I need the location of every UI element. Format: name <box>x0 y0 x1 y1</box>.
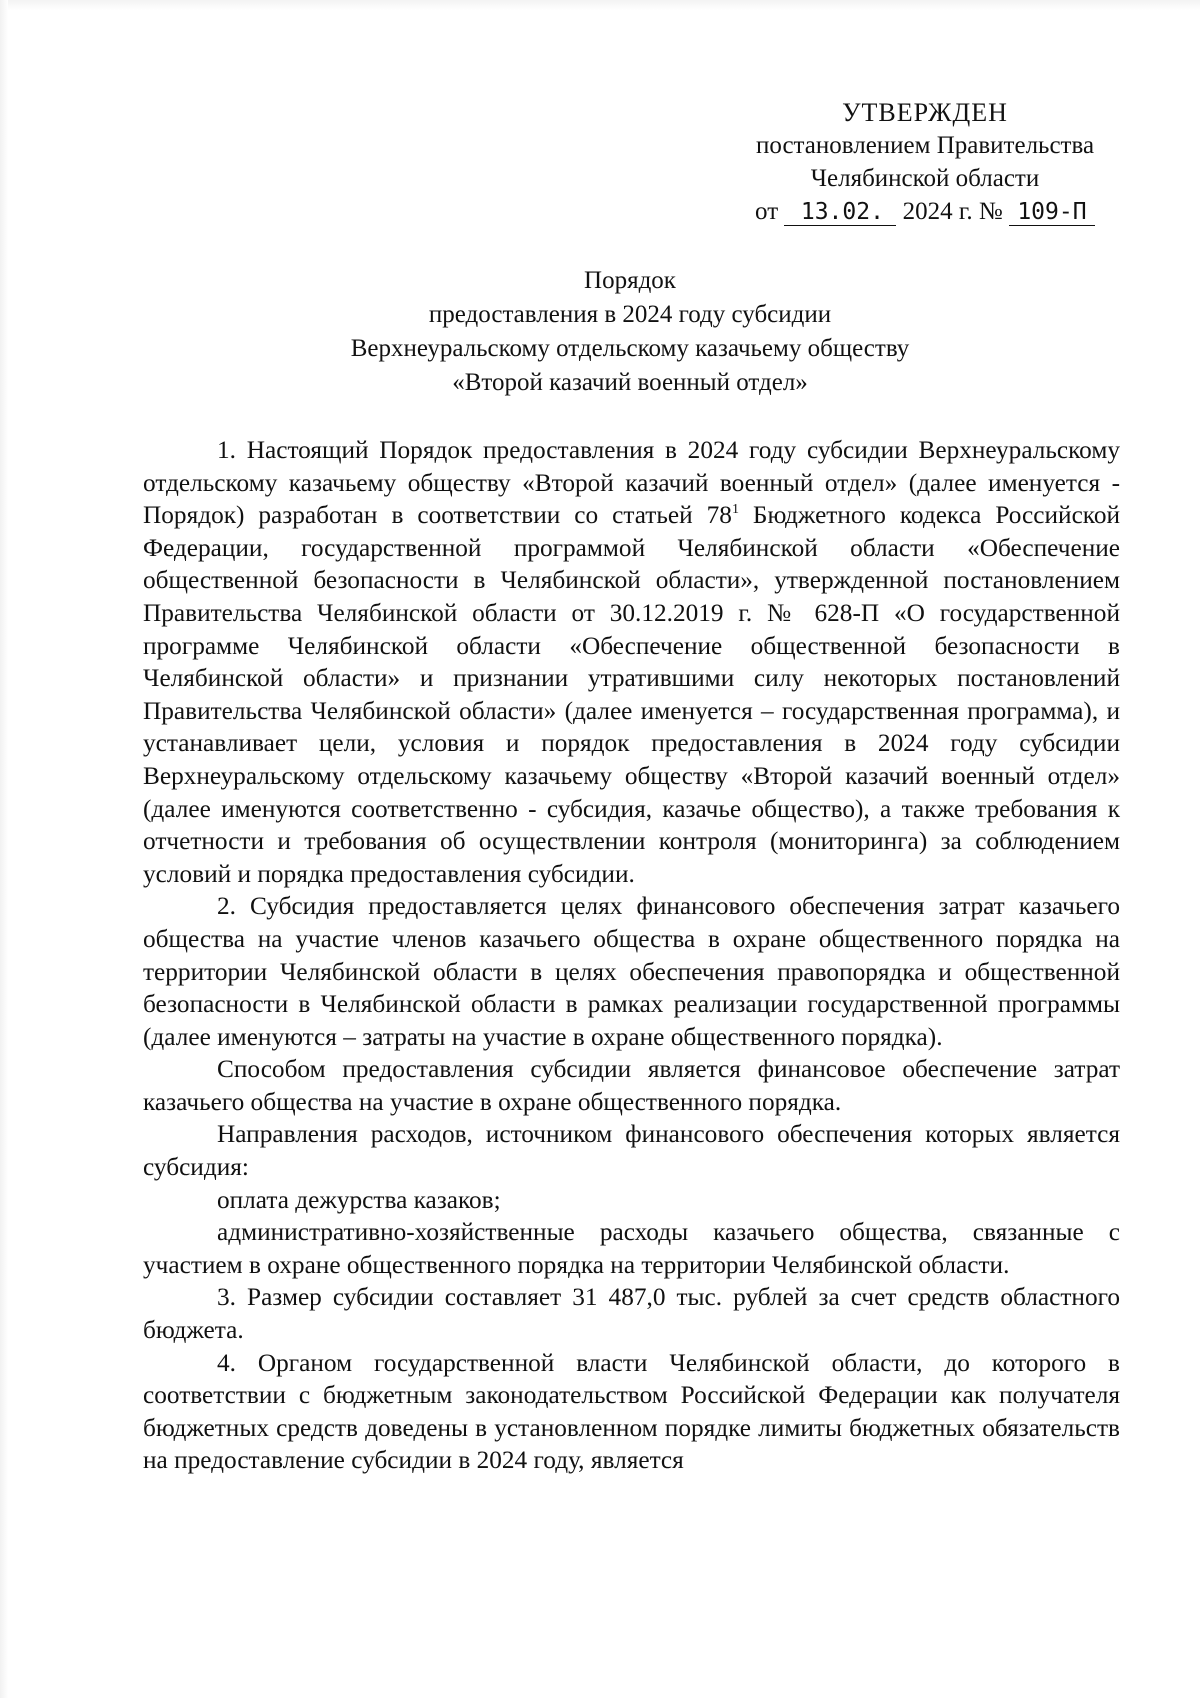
paragraph-4: Направления расходов, источником финансового обеспечения которых является субсидия: <box>143 1120 1120 1182</box>
approval-heading: УТВЕРЖДЕН <box>842 98 1008 127</box>
document-body <box>143 434 1120 1477</box>
paragraph-2: 2. Субсидия предоставляется целях финансового обеспечения затрат казачьего общества на участие членов казачьего общества в охране общественного порядка на территории Челябинской области в целях обеспечения правопорядка и общественной безопасности в Челябинской области в рамках реализации государственной программы (далее именуются – затраты на участие в охране общественного порядка). <box>143 892 1120 1051</box>
paragraph-1-part-a: 1. Настоящий Порядок предоставления в 2024 году субсидии Верхнеуральскому отдельскому казачьему обществу «Второй казачий военный отдел» (далее именуется - Порядок) разработан в соответствии со статьей 78 <box>143 436 1120 530</box>
document-title <box>140 264 1120 400</box>
scan-edge-top <box>0 0 1200 10</box>
approval-line-1: постановлением Правительства <box>755 132 1095 159</box>
paragraph-8: 4. Органом государственной власти Челябинской области, до которого в соответствии с бюджетным законодательством Российской Федерации как получателя бюджетных средств доведены в установленном порядке лимиты бюджетных обязательств на предоставление субсидии в 2024 году, является <box>143 1348 1120 1475</box>
paragraph-1 <box>143 434 1120 890</box>
date-field: 13.02. <box>784 199 896 226</box>
approval-date-line <box>720 195 1130 228</box>
paragraph-5: оплата дежурства казаков; <box>217 1185 501 1214</box>
paragraph-3: Способом предоставления субсидии является финансовое обеспечение затрат казачьего общества на участие в охране общественного порядка. <box>143 1055 1120 1116</box>
approval-line-2: Челябинской области <box>810 165 1040 192</box>
title-line-3: Верхнеуральскому отдельскому казачьему обществу <box>350 335 910 362</box>
number-field: 109-П <box>1009 199 1095 226</box>
approval-block <box>720 96 1130 228</box>
title-line-4: «Второй казачий военный отдел» <box>452 369 808 396</box>
article-superscript: 1 <box>731 502 739 518</box>
title-line-2: предоставления в 2024 году субсидии <box>428 301 832 328</box>
paragraph-6: административно-хозяйственные расходы казачьего общества, связанные с участием в охране общественного порядка на территории Челябинской области. <box>143 1218 1120 1279</box>
paragraph-1-part-b: Бюджетного кодекса Российской Федерации, государственной программой Челябинской области «Обеспечение общественной безопасности в Челябинской области», утвержденной постановлением Правительства Челябинской области от 30.12.2019 г. № 628-П «О государственной программе Челябинской области «Обеспечение общественной безопасности в Челябинской области» и признании утратившими силу некоторых постановлений Правительства Челябинской области» (далее именуется – государственная программа), и устанавливает цели, условия и порядок предоставления в 2024 году субсидии Верхнеуральскому отдельскому казачьему обществу «Второй казачий военный отдел» (далее именуются соответственно - субсидия, казачье общество), а также требования к отчетности и требования об осуществлении контроля (мониторинга) за соблюдением условий и порядка предоставления субсидии. <box>143 501 1120 888</box>
paragraph-7: 3. Размер субсидии составляет 31 487,0 тыс. рублей за счет средств областного бюджета. <box>143 1283 1120 1345</box>
date-prefix: от <box>755 198 779 225</box>
title-line-1: Порядок <box>584 267 676 294</box>
scan-edge-left <box>0 0 8 1698</box>
date-year: 2024 г. № <box>902 198 1003 225</box>
